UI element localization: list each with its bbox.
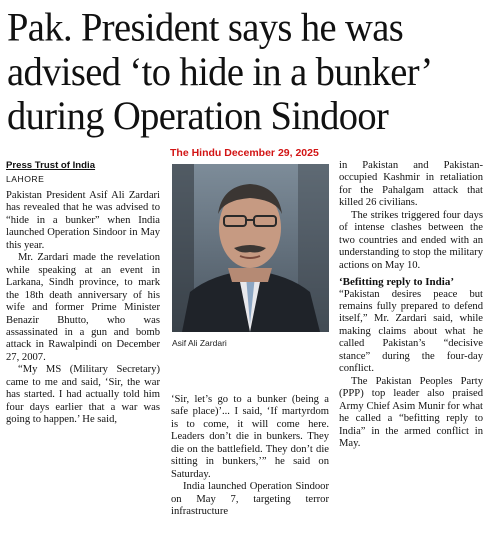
subheading: ‘Befitting reply to India’: [339, 276, 454, 289]
photo-caption: Asif Ali Zardari: [172, 338, 227, 348]
paragraph: Mr. Zardari made the revelation while speaking at an event in Larkana, Sindh province, to mark the 18th death anniversary of his wife and former Prime Minister Benazir Bhutto, who was assassinated in a gun and bomb attack in Rawalpindi on December 27, 2007.: [6, 252, 160, 363]
paragraph: in Pakistan and Pakistan-occupied Kashmir in retaliation for the Pahalgam attack that killed 26 civilians.: [339, 160, 483, 209]
dateline: LAHORE: [6, 174, 45, 184]
byline: Press Trust of India: [6, 160, 96, 171]
paragraph: “Pakistan desires peace but remains fully prepared to defend itself,” Mr. Zardari said, while making claims about what he called Pakistan’s “decisive stance” during the four-day conflict.: [339, 288, 483, 375]
paragraph: ‘Sir, let’s go to a bunker (being a safe place)’... I said, ‘If martyrdom is to come, it will come here. Leaders don’t die in bunkers. They die on the battlefield. They don’t die sitting in bunkers,’” he said on Saturday.: [171, 394, 329, 480]
portrait-image: [172, 164, 329, 332]
headline-line-3: during Operation Sindoor: [7, 94, 389, 139]
headline: [7, 6, 485, 138]
article-column-1: [6, 160, 160, 427]
portrait-photo: [172, 164, 329, 332]
paragraph: Pakistan President Asif Ali Zardari has revealed that he was advised to “hide in a bunker” when India launched Operation Sindoor in May this year.: [6, 190, 160, 251]
paragraph: India launched Operation Sindoor on May 7, targeting terror infrastructure: [171, 481, 329, 518]
article-column-2: [171, 394, 329, 519]
edition-label: The Hindu December 29, 2025: [170, 147, 319, 159]
paragraph: The Pakistan Peoples Party (PPP) top leader also praised Army Chief Asim Munir for what he called a “befitting reply to India” in the armed conflict in May.: [339, 375, 483, 449]
headline-line-1: Pak. President says he was: [7, 6, 404, 51]
paragraph: “My MS (Military Secretary) came to me and said, ‘Sir, the war has started. I had actually told him four days earlier that a war was going to happen.’ He said,: [6, 364, 160, 426]
headline-line-2: advised ‘to hide in a bunker’: [7, 50, 433, 95]
article-column-3: [339, 160, 483, 450]
paragraph: The strikes triggered four days of intense clashes between the two countries and ended with an understanding to stop the military actions on May 10.: [339, 209, 483, 271]
